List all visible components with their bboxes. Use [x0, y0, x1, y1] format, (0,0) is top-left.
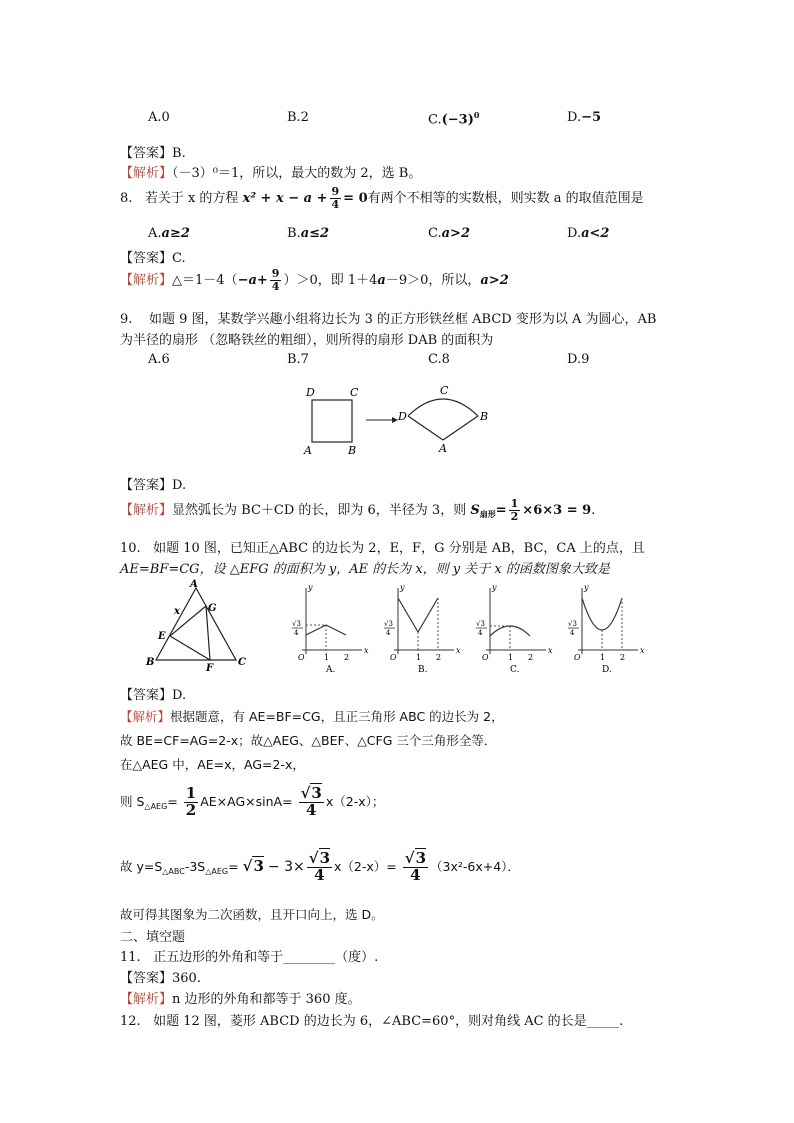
- q11-stem: 11. 正五边形的外角和等于________（度）.: [120, 950, 379, 965]
- q10-graph-c-4: 4: [478, 629, 483, 637]
- q10-graph-d-y: y: [584, 583, 589, 592]
- q10-label-x: x: [174, 606, 180, 617]
- q10-analysis-line4: 则 $S_{\triangle AEG}=$ $\frac{1}{2}$ AE×AG×sinA= $\frac{√3}{4}$ x（2-x）；: [120, 784, 385, 819]
- q9-stem-line1: 9. 如题 9 图，某数学兴趣小组将边长为 3 的正方形铁丝框 ABCD 变形为以 A 为圆心，AB: [120, 312, 657, 327]
- q10-graph-b-label: B.: [418, 665, 428, 675]
- q9-label-d1: D: [306, 386, 315, 399]
- q10-graph-a: [292, 583, 369, 675]
- q9-label-a2: A: [439, 442, 447, 455]
- q10-graph-b-4: 4: [386, 629, 391, 637]
- q11-answer: 【答案】360.: [120, 971, 201, 986]
- q10-graph-d-o: O: [574, 653, 581, 662]
- q9-label-b2: B: [480, 410, 489, 423]
- q10-label-b: B: [146, 657, 155, 668]
- q9-analysis: 【解析】显然弧长为 BC＋CD 的长，即为 6，半径为 3，则 $S_{扇形}=$ $\frac{1}{2}$ ×6×3 = 9.: [120, 497, 596, 523]
- q10-graph-a-x: x: [364, 646, 369, 655]
- q11-analysis: 【解析】n 边形的外角和都等于 360 度。: [120, 992, 361, 1007]
- q9-answer: 【答案】D.: [120, 478, 187, 493]
- q10-graph-a-sqrt3: √3: [292, 620, 301, 628]
- q7-option-b: B.2: [287, 110, 309, 125]
- q10-graph-c-y: y: [492, 583, 497, 592]
- q9-label-b1: B: [348, 444, 357, 457]
- q10-label-g: G: [208, 603, 217, 614]
- q10-graph-a-o: O: [298, 653, 305, 662]
- q10-answer: 【答案】D.: [120, 688, 187, 703]
- q10-graph-b-sqrt3: √3: [384, 620, 393, 628]
- q10-graph-a-1: 1: [324, 653, 330, 662]
- q9-label-d2: D: [398, 410, 407, 423]
- q10-graph-d-1: 1: [600, 653, 606, 662]
- q10-graph-a-y: y: [308, 583, 313, 592]
- q9-option-c: C.8: [428, 352, 450, 367]
- q10-graph-c: [476, 583, 553, 675]
- q10-graph-c-x: x: [548, 646, 553, 655]
- q10-graph-b-1: 1: [416, 653, 422, 662]
- q10-graph-c-o: O: [482, 653, 489, 662]
- q7-option-a: A.0: [148, 110, 170, 125]
- q9-label-a1: A: [304, 444, 312, 457]
- q10-label-c: C: [238, 657, 246, 668]
- q10-graph-b-2: 2: [436, 653, 442, 662]
- q10-graph-b-curve: [398, 598, 438, 632]
- q10-graph-d-x: x: [640, 646, 645, 655]
- q10-graph-c-2: 2: [528, 653, 534, 662]
- q10-graph-c-label: C.: [510, 665, 520, 675]
- q9-option-a: A.6: [148, 352, 170, 367]
- q9-sector-radius-ad: [408, 416, 443, 440]
- q9-figure: [300, 380, 500, 460]
- q10-triangle-figure: [140, 578, 260, 673]
- q10-analysis-line6: 故可得其图象为二次函数，且开口向上，选 D。: [120, 907, 384, 922]
- q10-graph-b: [384, 583, 461, 675]
- q9-stem-line2: 为半径的扇形 （忽略铁丝的粗细），则所得的扇形 DAB 的面积为: [120, 333, 494, 348]
- q7-option-d: D.−5: [567, 110, 602, 125]
- q10-graph-d-2: 2: [620, 653, 626, 662]
- q10-triangle-abc: [156, 588, 236, 660]
- q9-option-b: B.7: [287, 352, 309, 367]
- q10-stem-line1: 10. 如题 10 图，已知正△ABC 的边长为 2，E，F，G 分别是 AB，BC，CA 上的点，且: [120, 541, 645, 556]
- q10-graph-d-curve: [582, 598, 622, 630]
- q10-graph-b-y: y: [400, 583, 405, 592]
- q10-analysis-line2: 故 BE=CF=AG=2-x；故△AEG、△BEF、△CFG 三个三角形全等．: [120, 733, 497, 748]
- q8-option-d: D.a<2: [567, 226, 610, 241]
- section-title-fill-in: 二、填空题: [120, 930, 186, 945]
- q8-option-b: B.a≤2: [287, 226, 330, 241]
- q10-label-a: A: [190, 579, 198, 590]
- q10-analysis-line5: 故 $y=S_{\triangle ABC}-3S_{\triangle AEG}= √3 - 3\times$ $\frac{√3}{4}$ x（2-x）= $\frac{√3}{4}$ （3x²-6x+4）．: [120, 849, 520, 884]
- q10-stem-line2: AE=BF=CG，设 △EFG 的面积为 y，AE 的长为 x，则 y 关于 x 的函数图象大致是: [120, 562, 610, 577]
- q8-option-a: A.a≥2: [148, 226, 190, 241]
- q10-graph-d-sqrt3: √3: [568, 620, 577, 628]
- q10-graph-a-4: 4: [294, 629, 299, 637]
- q10-graph-b-o: O: [390, 653, 397, 662]
- q9-option-d: D.9: [567, 352, 590, 367]
- q9-label-c1: C: [350, 386, 359, 399]
- q10-graph-a-2: 2: [344, 653, 350, 662]
- q9-sector-arc: [408, 399, 478, 416]
- q8-answer: 【答案】C.: [120, 251, 186, 266]
- q10-graph-b-x: x: [456, 646, 461, 655]
- q10-label-e: E: [158, 631, 166, 642]
- q10-graphs: [280, 580, 650, 675]
- q7-answer: 【答案】B.: [120, 146, 186, 161]
- q10-graph-d-label: D.: [602, 665, 612, 675]
- q9-sector-radius-ab: [443, 416, 478, 440]
- q10-graph-a-label: A.: [326, 665, 336, 675]
- q10-analysis-line1: 【解析】根据题意，有 AE=BF=CG，且正三角形 ABC 的边长为 2，: [120, 709, 504, 724]
- q8-option-c: C.a>2: [428, 226, 470, 241]
- q9-label-c2: C: [440, 384, 449, 397]
- q10-graph-d-4: 4: [570, 629, 575, 637]
- q10-label-f: F: [206, 663, 214, 673]
- q7-option-c: $C.(-3)^0$: [428, 110, 480, 128]
- q9-square: [312, 400, 352, 442]
- q10-graph-c-sqrt3: √3: [476, 620, 485, 628]
- q10-graph-d: [568, 583, 645, 675]
- q8-analysis: 【解析】△＝1－4（−a+ $\frac{9}{4}$ ）＞0，即 1＋4a－9＞0，所以，a>2: [120, 267, 509, 293]
- q8-stem: 8. 若关于 x 的方程 x² + x − a + $\frac{9}{4}$ = 0有两个不相等的实数根，则实数 a 的取值范围是: [120, 185, 644, 211]
- q10-analysis-line3: 在△AEG 中，AE=x，AG=2-x，: [120, 757, 305, 772]
- q10-graph-c-1: 1: [508, 653, 514, 662]
- q7-analysis: 【解析】（－3）⁰＝1，所以，最大的数为 2，选 B。: [120, 166, 422, 181]
- q12-stem: 12. 如题 12 图，菱形 ABCD 的边长为 6，∠ABC=60°，则对角线 AC 的长是_____.: [120, 1014, 624, 1029]
